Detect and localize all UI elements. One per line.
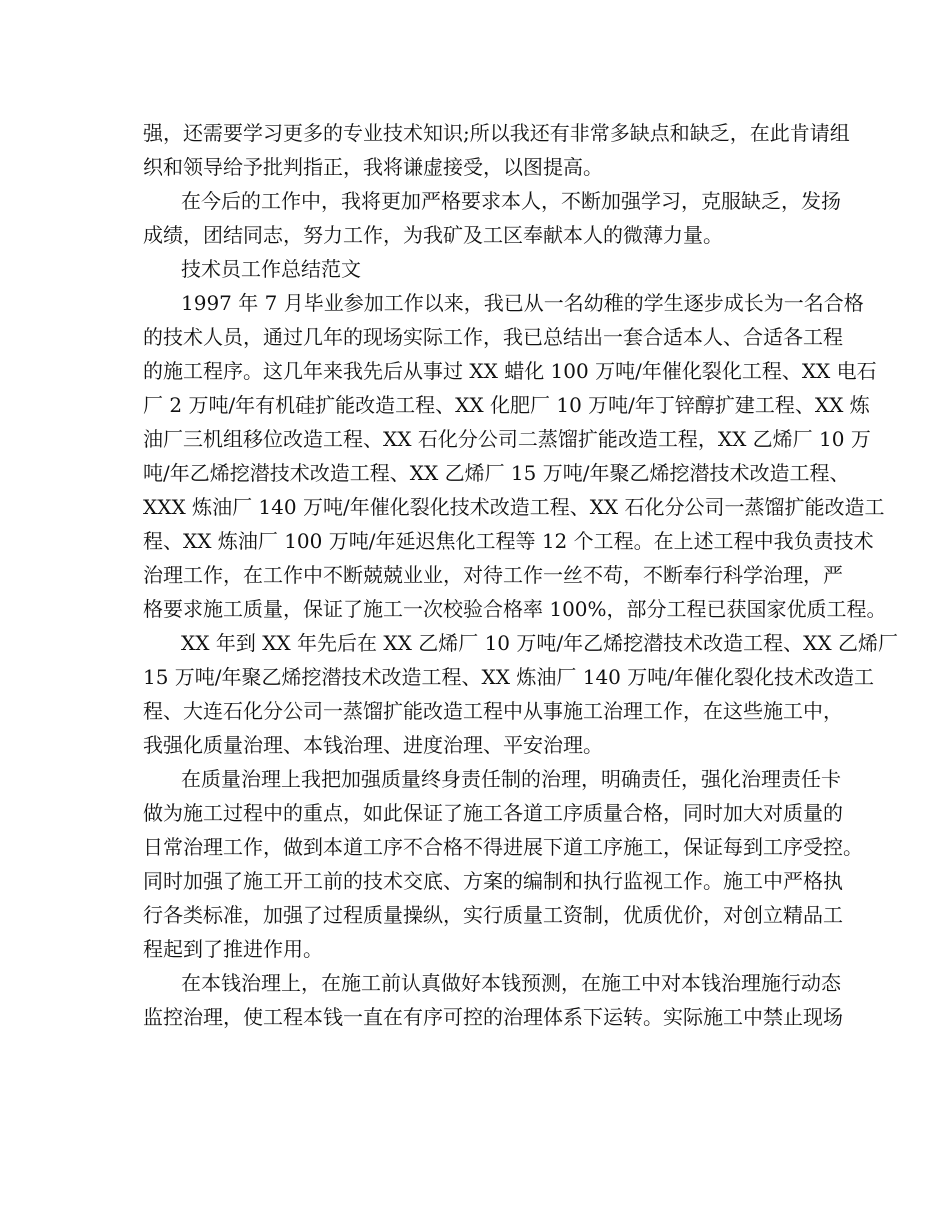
paragraph-line: 强，还需要学习更多的专业技术知识;所以我还有非常多缺点和缺乏，在此肯请组	[143, 121, 850, 145]
paragraph-line: 的技术人员，通过几年的现场实际工作，我已总结出一套合适本人、合适各工程	[143, 325, 843, 349]
paragraph-line: 程、XX 炼油厂 100 万吨/年延迟焦化工程等 12 个工程。在上述工程中我负责技术	[143, 529, 874, 553]
paragraph-line: 我强化质量治理、本钱治理、进度治理、平安治理。	[143, 733, 603, 757]
paragraph-line: 1997 年 7 月毕业参加工作以来，我已从一名幼稚的学生逐步成长为一名合格	[181, 291, 864, 315]
section-heading: 技术员工作总结范文	[181, 257, 361, 281]
paragraph-line: 厂 2 万吨/年有机硅扩能改造工程、XX 化肥厂 10 万吨/年丁锌醇扩建工程、XX 炼	[143, 393, 870, 417]
paragraph-line: 吨/年乙烯挖潜技术改造工程、XX 乙烯厂 15 万吨/年聚乙烯挖潜技术改造工程、	[143, 461, 850, 485]
paragraph-line: 油厂三机组移位改造工程、XX 石化分公司二蒸馏扩能改造工程，XX 乙烯厂 10 万	[143, 427, 871, 451]
paragraph-line: 行各类标准，加强了过程质量操纵，实行质量工资制，优质优价，对创立精品工	[143, 903, 843, 927]
paragraph-line: 程起到了推进作用。	[143, 937, 323, 961]
paragraph-line: 15 万吨/年聚乙烯挖潜技术改造工程、XX 炼油厂 140 万吨/年催化裂化技术改造工	[143, 665, 875, 689]
paragraph-line: 格要求施工质量，保证了施工一次校验合格率 100%，部分工程已获国家优质工程。	[143, 597, 887, 621]
document-body	[143, 116, 898, 1034]
paragraph-line: 程、大连石化分公司一蒸馏扩能改造工程中从事施工治理工作，在这些施工中，	[143, 699, 843, 723]
paragraph-line: 监控治理，使工程本钱一直在有序可控的治理体系下运转。实际施工中禁止现场	[143, 1005, 843, 1029]
paragraph-line: 织和领导给予批判指正，我将谦虚接受，以图提高。	[143, 155, 603, 179]
paragraph-line: 在今后的工作中，我将更加严格要求本人，不断加强学习，克服缺乏，发扬	[181, 189, 841, 213]
paragraph-line: 治理工作，在工作中不断兢兢业业，对待工作一丝不苟，不断奉行科学治理，严	[143, 563, 843, 587]
paragraph-line: 在本钱治理上，在施工前认真做好本钱预测，在施工中对本钱治理施行动态	[181, 971, 841, 995]
paragraph-line: 的施工程序。这几年来我先后从事过 XX 蜡化 100 万吨/年催化裂化工程、XX 电石	[143, 359, 877, 383]
paragraph-line: 做为施工过程中的重点，如此保证了施工各道工序质量合格，同时加大对质量的	[143, 801, 843, 825]
paragraph-line: 日常治理工作，做到本道工序不合格不得进展下道工序施工，保证每到工序受控。	[143, 835, 863, 859]
paragraph-line: 成绩，团结同志，努力工作，为我矿及工区奉献本人的微薄力量。	[143, 223, 723, 247]
paragraph-line: 同时加强了施工开工前的技术交底、方案的编制和执行监视工作。施工中严格执	[143, 869, 843, 893]
paragraph-line: XXX 炼油厂 140 万吨/年催化裂化技术改造工程、XX 石化分公司一蒸馏扩能改造工	[143, 495, 885, 519]
paragraph-line: XX 年到 XX 年先后在 XX 乙烯厂 10 万吨/年乙烯挖潜技术改造工程、XX 乙烯厂	[181, 631, 898, 655]
paragraph-line: 在质量治理上我把加强质量终身责任制的治理，明确责任，强化治理责任卡	[181, 767, 841, 791]
